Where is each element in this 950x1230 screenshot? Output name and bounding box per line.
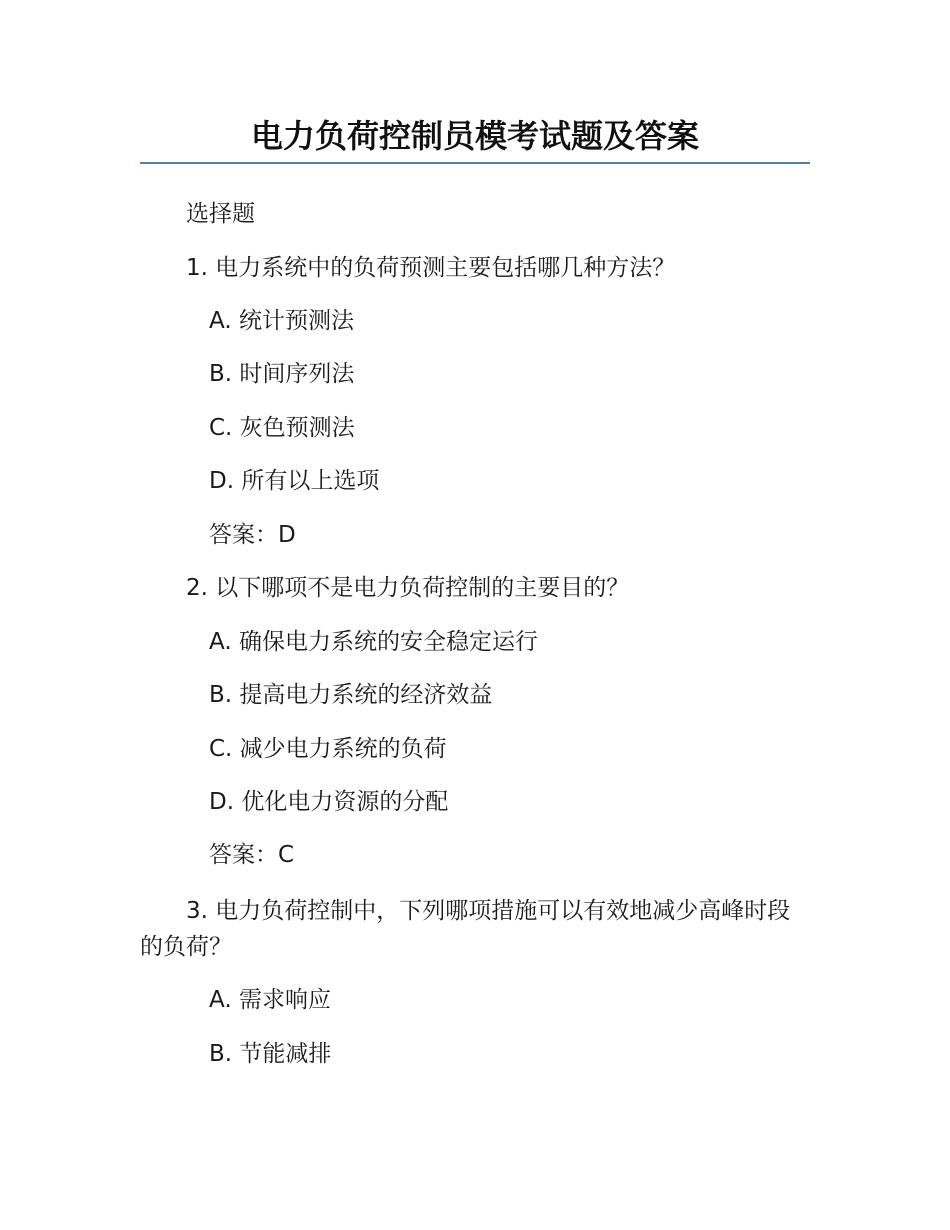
question-1-option-b: B. 时间序列法 (209, 361, 355, 387)
question-3-stem: 3. 电力负荷控制中，下列哪项措施可以有效地减少高峰时段的负荷？ (140, 898, 791, 960)
question-2-option-a: A. 确保电力系统的安全稳定运行 (209, 629, 538, 655)
question-2-option-b: B. 提高电力系统的经济效益 (209, 682, 493, 708)
question-3-option-a: A. 需求响应 (209, 987, 331, 1013)
question-1-option-c: C. 灰色预测法 (209, 415, 355, 441)
title-underline (140, 162, 810, 164)
document-title: 电力负荷控制员模考试题及答案 (250, 117, 699, 155)
question-3-option-b: B. 节能减排 (209, 1041, 332, 1067)
question-1-stem: 1. 电力系统中的负荷预测主要包括哪几种方法？ (186, 255, 676, 281)
question-2-option-c: C. 减少电力系统的负荷 (209, 736, 447, 762)
question-2-stem: 2. 以下哪项不是电力负荷控制的主要目的？ (186, 575, 630, 601)
question-2-option-d: D. 优化电力资源的分配 (209, 789, 449, 815)
question-2-answer: 答案：C (209, 842, 295, 868)
question-1-answer: 答案：D (209, 522, 296, 548)
section-heading: 选择题 (186, 201, 255, 227)
question-1-option-a: A. 统计预测法 (209, 308, 354, 334)
question-1-option-d: D. 所有以上选项 (209, 468, 380, 494)
